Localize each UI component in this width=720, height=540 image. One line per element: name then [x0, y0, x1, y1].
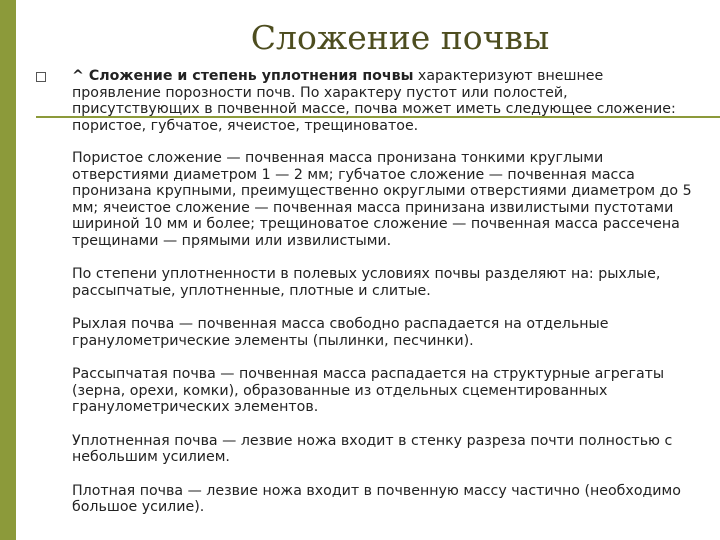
- paragraph-porous-structure: Пористое сложение — почвенная масса пронизана тонкими круглыми отверстиями диаметром 1 — 2 мм; губчатое сложение — почвенная масса пронизана крупными, преимущественно округлыми отверстиями диаметром до 5 мм; ячеистое сложение — почвенная масса принизана извилистыми пустотами шириной 10 мм и более; трещиноватое сложение — почвенная масса рассечена трещинами — прямыми или извилистыми.: [72, 150, 692, 249]
- left-accent-bar: [0, 0, 16, 540]
- paragraph-loose-soil: Рыхлая почва — почвенная масса свободно распадается на отдельные гранулометрические элементы (пылинки, песчинки).: [72, 316, 609, 349]
- paragraph-friable-soil: Рассыпчатая почва — почвенная масса распадается на структурные агрегаты (зерна, орехи, комки), образованные из отдельных сцементированных гранулометрических элементов.: [72, 366, 665, 415]
- lead-text: характеризуют внешнее проявление порозности почв. По характеру пустот или полостей, присутствующих в почвенной массе, почва может иметь следующее сложение: пористое, губчатое, ячеистое, трещиноватое.: [72, 68, 676, 134]
- paragraph-compaction-classes: По степени уплотненности в полевых условиях почвы разделяют на: рыхлые, рассыпчатые, уплотненные, плотные и слитые.: [72, 266, 661, 299]
- square-bullet-icon: [36, 72, 46, 82]
- lead-bold-text: ^ Сложение и степень уплотнения почвы: [72, 68, 414, 84]
- paragraph-compacted-soil: Уплотненная почва — лезвие ножа входит в стенку разреза почти полностью с небольшим усилием.: [72, 432, 673, 465]
- lead-paragraph: [72, 68, 692, 134]
- paragraph-dense-soil: Плотная почва — лезвие ножа входит в почвенную массу частично (необходимо большое усилие).: [72, 482, 681, 515]
- slide-body: [72, 68, 692, 533]
- slide-title: Сложение почвы: [250, 18, 550, 57]
